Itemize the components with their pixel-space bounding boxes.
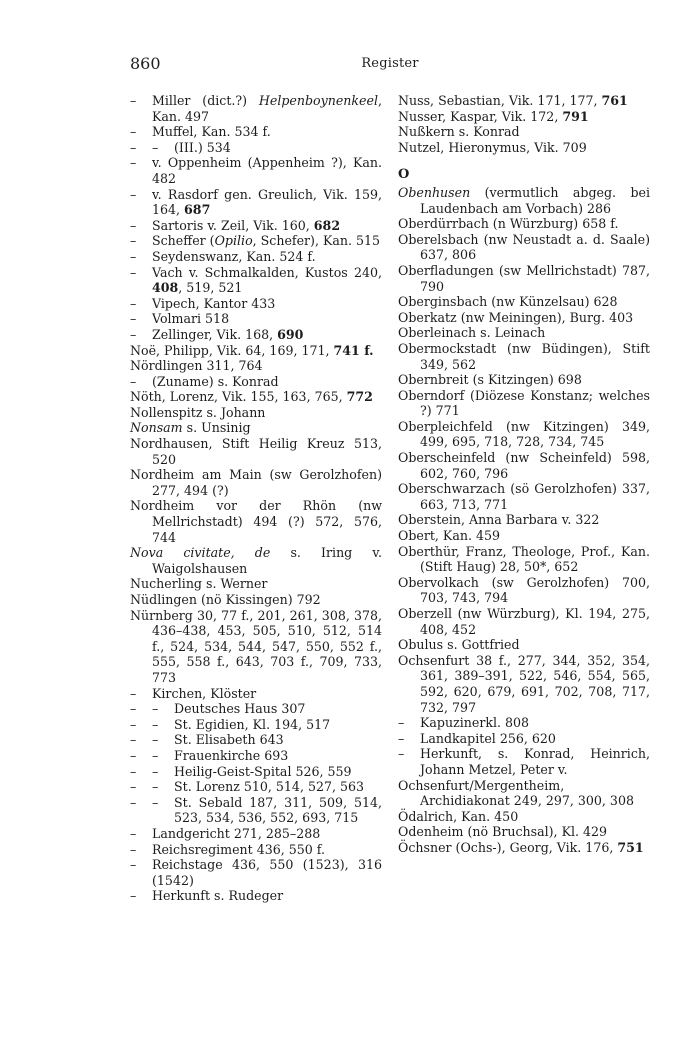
index-entry: Obernbreit (s Kitzingen) 698 (398, 372, 582, 388)
index-entry: – – (III.) 534 (130, 139, 231, 155)
index-entry: Oberfladungen (sw Mellrichstadt) 787, 790 (398, 262, 650, 294)
index-entry: – Vach v. Schmalkalden, Kustos 240, 408, 519, 521 (130, 264, 382, 296)
index-entry: Obervolkach (sw Gerolzhofen) 700, 703, 743, 794 (398, 574, 650, 606)
index-entry: Nova civitate, de s. Iring v. Waigolshausen (130, 545, 382, 576)
index-entry: Ochsenfurt 38 f., 277, 344, 352, 354, 361, 389–391, 522, 546, 554, 565, 592, 620, 679, 691, 702, 708, 717, 732, 797 (398, 652, 650, 715)
index-entry: Oberleinach s. Leinach (398, 325, 546, 341)
index-entry: – Zellinger, Vik. 168, 690 (130, 326, 304, 342)
index-entry: – – St. Lorenz 510, 514, 527, 563 (130, 779, 365, 795)
index-entry: – Landgericht 271, 285–288 (130, 825, 321, 841)
index-entry: Nöth, Lorenz, Vik. 155, 163, 765, 772 (130, 389, 373, 405)
index-entry: – Sartoris v. Zeil, Vik. 160, 682 (130, 217, 341, 233)
index-entry: – – St. Sebald 187, 311, 509, 514, 523, 534, 536, 552, 693, 715 (130, 794, 382, 826)
index-entry: – v. Rasdorf gen. Greulich, Vik. 159, 164, 687 (130, 186, 382, 218)
index-entry: Nuss, Sebastian, Vik. 171, 177, 761 (398, 93, 628, 108)
index-entry: Oberdürrbach (n Würzburg) 658 f. (398, 216, 619, 232)
index-entry: Nürnberg 30, 77 f., 201, 261, 308, 378, 436–438, 453, 505, 510, 512, 514 f., 524, 534, 544, 547, 550, 552 f., 555, 558 f., 643, 703 f., 709, 733, 773 (130, 607, 382, 685)
index-entry: Nördlingen 311, 764 (130, 358, 263, 374)
running-title: Register (361, 56, 419, 71)
index-entry: Oberthür, Franz, Theologe, Prof., Kan. (Stift Haug) 28, 50*, 652 (398, 543, 650, 575)
section-letter: O (398, 167, 410, 183)
index-entry: – – Frauenkirche 693 (130, 747, 289, 763)
index-entry: Nonsam s. Unsinig (130, 420, 251, 436)
index-entry: Obenhusen (vermutlich abgeg. bei Laudenbach am Vorbach) 286 (398, 184, 650, 216)
index-entry: – – Heilig-Geist-Spital 526, 559 (130, 763, 352, 779)
index-entry: Nollenspitz s. Johann (130, 404, 266, 420)
index-entry: Ödalrich, Kan. 450 (398, 808, 519, 824)
index-entry: Nordhausen, Stift Heilig Kreuz 513, 520 (130, 436, 382, 467)
index-entry: Odenheim (nö Bruchsal), Kl. 429 (398, 824, 608, 840)
index-entry: Nüdlingen (nö Kissingen) 792 (130, 592, 321, 607)
index-entry: – Muffel, Kan. 534 f. (130, 124, 271, 140)
index-entry: – – St. Egidien, Kl. 194, 517 (130, 716, 331, 732)
index-entry: – Herkunft, s. Konrad, Heinrich, Johann Metzel, Peter v. (398, 746, 650, 777)
index-entry: – Landkapitel 256, 620 (398, 730, 556, 746)
index-entry: – Seydenswanz, Kan. 524 f. (130, 248, 316, 264)
index-entry: – Kirchen, Klöster (130, 685, 257, 701)
index-entry: Noë, Philipp, Vik. 64, 169, 171, 741 f. (130, 342, 374, 358)
index-entry: – (Zuname) s. Konrad (130, 373, 279, 389)
index-entry: Obermockstadt (nw Büdingen), Stift 349, 562 (398, 340, 650, 372)
index-entry: Nordheim vor der Rhön (nw Mellrichstadt) 494 (?) 572, 576, 744 (130, 498, 382, 545)
index-entry: Öchsner (Ochs-), Georg, Vik. 176, 751 (398, 839, 644, 855)
index-entry: Oberelsbach (nw Neustadt a. d. Saale) 637, 806 (398, 231, 650, 263)
index-entry: Obulus s. Gottfried (398, 637, 520, 653)
index-entry: Oberpleichfeld (nw Kitzingen) 349, 499, 695, 718, 728, 734, 745 (398, 418, 650, 450)
index-entry: – v. Oppenheim (Appenheim ?), Kan. 482 (130, 155, 382, 186)
index-entry: Oberzell (nw Würzburg), Kl. 194, 275, 408, 452 (398, 606, 650, 637)
index-entry: Oberstein, Anna Barbara v. 322 (398, 512, 600, 528)
index-entry: Nußkern s. Konrad (398, 124, 520, 140)
index-column-left (130, 93, 382, 904)
index-entry: – – Deutsches Haus 307 (130, 701, 306, 717)
index-entry: Nucherling s. Werner (130, 576, 268, 592)
index-entry: – Herkunft s. Rudeger (130, 888, 284, 904)
index-entry: Nusser, Kaspar, Vik. 172, 791 (398, 108, 589, 124)
index-entry: Oberndorf (Diözese Konstanz; welches ?) 771 (398, 387, 650, 419)
index-entry: – Scheffer (Opilio, Schefer), Kan. 515 (130, 233, 381, 249)
index-entry: Nutzel, Hieronymus, Vik. 709 (398, 139, 587, 155)
index-entry: – Kapuzinerkl. 808 (398, 715, 530, 731)
index-entry: Oberscheinfeld (nw Scheinfeld) 598, 602, 760, 796 (398, 450, 650, 481)
index-entry: Obert, Kan. 459 (398, 528, 500, 544)
index-entry: Oberkatz (nw Meiningen), Burg. 403 (398, 309, 634, 325)
index-entry: – Miller (dict.?) Helpenboynenkeel, Kan. 497 (130, 93, 382, 124)
index-entry: Oberschwarzach (sö Gerolzhofen) 337, 663, 713, 771 (398, 481, 650, 512)
index-entry: – Volmari 518 (130, 311, 230, 327)
page-header (130, 54, 650, 76)
index-entry: – Reichstage 436, 550 (1523), 316 (1542) (130, 857, 382, 888)
index-entry: Oberginsbach (nw Künzelsau) 628 (398, 294, 618, 310)
index-entry: – – St. Elisabeth 643 (130, 732, 284, 748)
index-entry: – Vipech, Kantor 433 (130, 295, 276, 311)
page-number: 860 (130, 54, 161, 73)
index-entry: – Reichsregiment 436, 550 f. (130, 841, 326, 857)
section-gap (398, 155, 650, 165)
index-entry: Ochsenfurt/Mergentheim, Archidiakonat 249, 297, 300, 308 (398, 777, 634, 809)
index-column-right (398, 93, 650, 856)
index-entry: Nordheim am Main (sw Gerolzhofen) 277, 494 (?) (130, 467, 382, 498)
